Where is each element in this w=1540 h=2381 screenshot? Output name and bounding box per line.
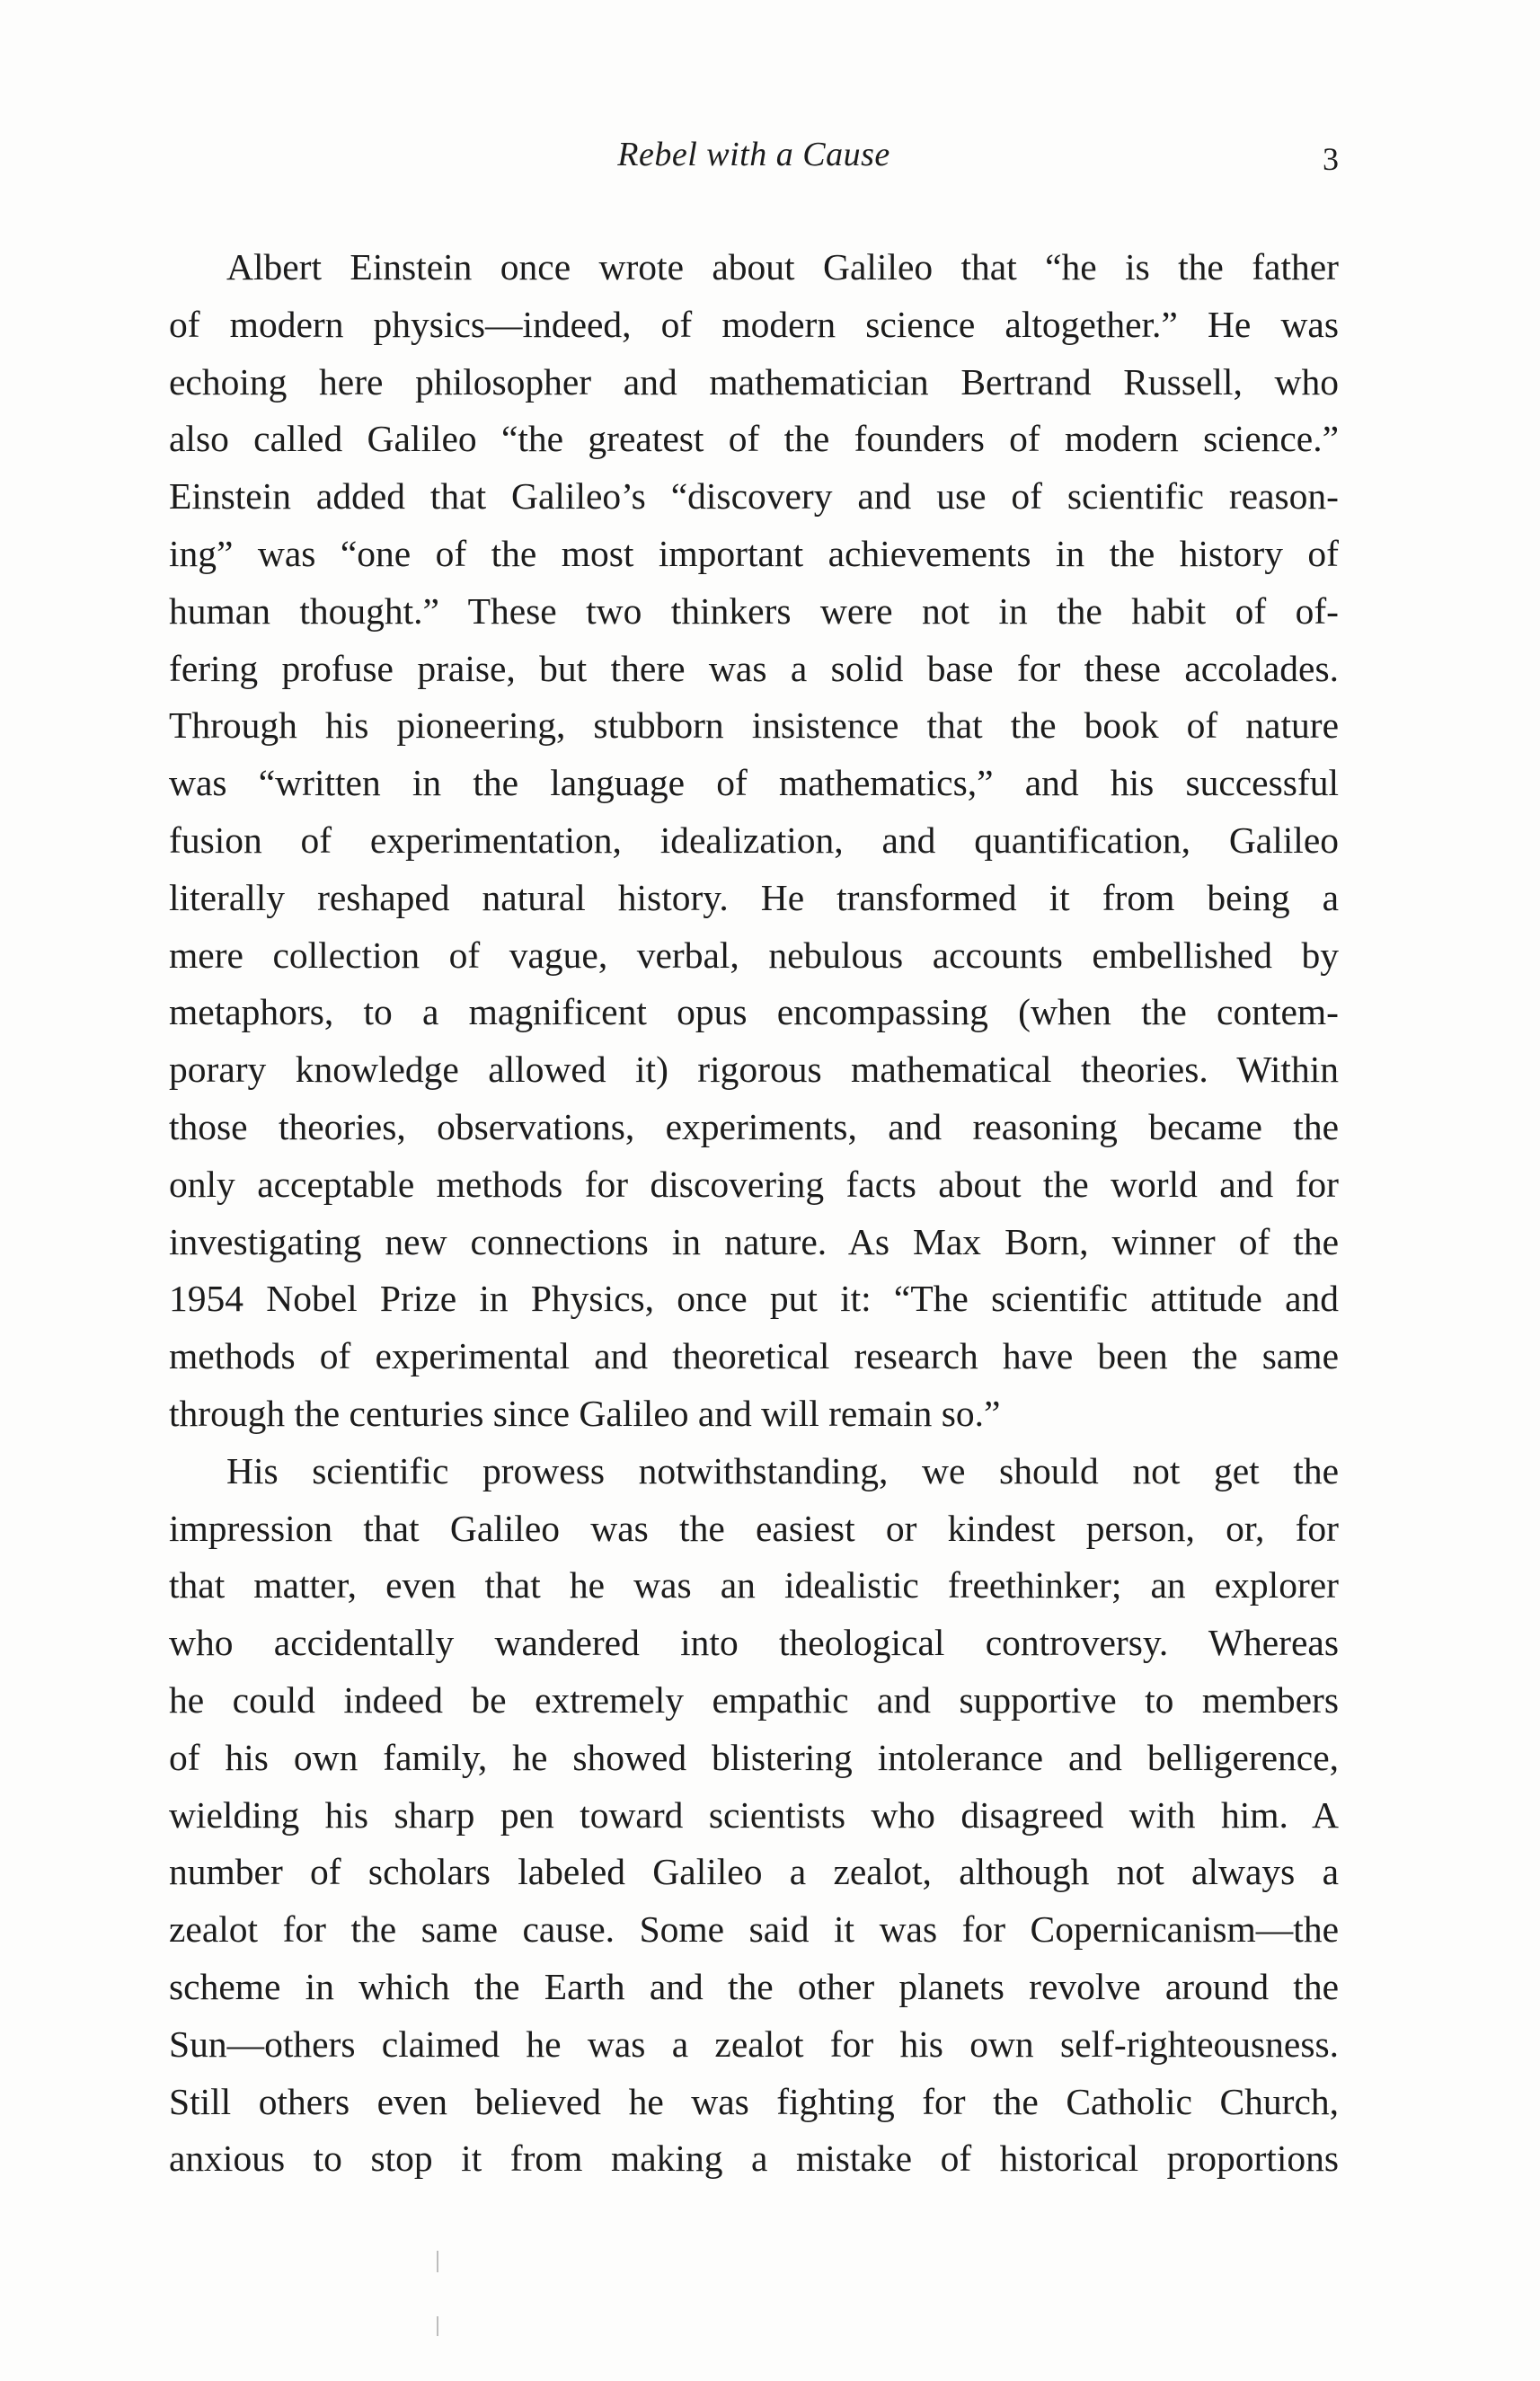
text-line: metaphors, to a magnificent opus encompassing (when the contem- [169,991,1339,1033]
text-line: investigating new connections in nature. As Max Born, winner of the [169,1220,1339,1262]
page-number: 3 [1323,141,1339,177]
text-line: human thought.” These two thinkers were not in the habit of of- [169,589,1339,632]
running-head [169,135,1339,180]
text-line: porary knowledge allowed it) rigorous mathematical theories. Within [169,1049,1339,1091]
text-line: impression that Galileo was the easiest or kindest person, or, for [169,1507,1339,1549]
text-line: he could indeed be extremely empathic and supportive to members [169,1678,1339,1721]
text-line: scheme in which the Earth and the other planets revolve around the [169,1965,1339,2007]
text-line: fering profuse praise, but there was a solid base for these accolades. [169,647,1339,689]
text-line: ing” was “one of the most important achievements in the history of [169,532,1339,574]
text-line: 1954 Nobel Prize in Physics, once put it: “The scientific attitude and [169,1278,1339,1320]
text-line: His scientific prowess notwithstanding, we should not get the [226,1449,1339,1491]
text-line: was “written in the language of mathematics,” and his successful [169,762,1339,804]
text-line: of modern physics—indeed, of modern science altogether.” He was [169,303,1339,345]
paragraph [169,1443,1339,2188]
scan-mark [437,2251,438,2272]
text-line: fusion of experimentation, idealization, and quantification, Galileo [169,819,1339,861]
text-line: Einstein added that Galileo’s “discovery and use of scientific reason- [169,475,1339,518]
text-line: methods of experimental and theoretical research have been the same [169,1335,1339,1377]
text-line: number of scholars labeled Galileo a zealot, although not always a [169,1851,1339,1893]
text-line: those theories, observations, experiments, and reasoning became the [169,1105,1339,1147]
text-line: of his own family, he showed blistering intolerance and belligerence, [169,1736,1339,1778]
scan-mark [437,2316,438,2336]
body-text [169,239,1339,2188]
text-line: Through his pioneering, stubborn insistence that the book of nature [169,704,1339,747]
text-line: anxious to stop it from making a mistake of historical proportions [169,2138,1339,2180]
text-line: Sun—others claimed he was a zealot for his own self-righteousness. [169,2023,1339,2065]
text-line: zealot for the same cause. Some said it was for Copernicanism—the [169,1908,1339,1951]
text-line: who accidentally wandered into theological controversy. Whereas [169,1622,1339,1664]
text-line: Still others even believed he was fighting for the Catholic Church, [169,2080,1339,2122]
text-line: that matter, even that he was an idealistic freethinker; an explorer [169,1564,1339,1607]
running-title: Rebel with a Cause [617,136,890,173]
text-line: mere collection of vague, verbal, nebulous accounts embellished by [169,934,1339,976]
text-line: wielding his sharp pen toward scientists who disagreed with him. A [169,1793,1339,1836]
text-line: through the centuries since Galileo and will remain so.” [169,1392,1001,1434]
paragraph [169,239,1339,1443]
text-line: echoing here philosopher and mathematician Bertrand Russell, who [169,360,1339,403]
text-line: Albert Einstein once wrote about Galileo that “he is the father [226,246,1339,288]
text-line: literally reshaped natural history. He transformed it from being a [169,876,1339,918]
text-line: also called Galileo “the greatest of the founders of modern science.” [169,418,1339,460]
text-line: only acceptable methods for discovering facts about the world and for [169,1163,1339,1205]
